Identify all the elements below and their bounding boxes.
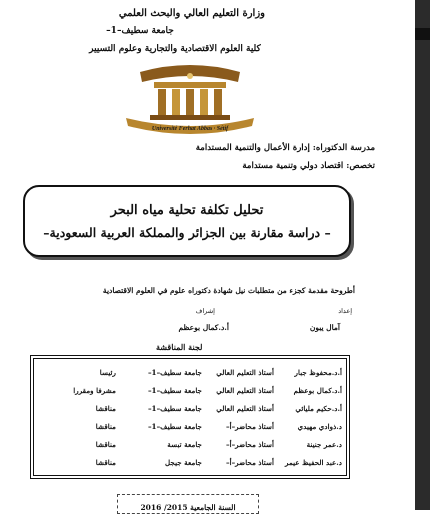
- member-rank: أستاذ التعليم العالي: [216, 368, 274, 377]
- member-name: د.ذوادي مهيدي: [297, 422, 342, 431]
- member-rank: أستاذ محاضر–أ–: [225, 458, 274, 467]
- member-role: رئيسا: [99, 368, 116, 377]
- member-role: مناقشا: [95, 440, 116, 449]
- member-role: مشرفا ومقررا: [73, 386, 116, 395]
- member-institution: جامعة جيجل: [164, 458, 202, 467]
- member-name: أ.د.محفوظ جبار: [294, 368, 342, 377]
- member-role: مناقشا: [95, 458, 116, 467]
- ministry-heading: وزارة التعليم العالي والبحث العلمي: [118, 8, 265, 19]
- table-row: [34, 439, 346, 451]
- table-row: [34, 385, 346, 397]
- academic-year: السنة الجامعية 2015/ 2016: [140, 503, 236, 512]
- member-role: مناقشا: [95, 422, 116, 431]
- member-institution: جامعة سطيف–1–: [147, 368, 202, 377]
- logo-caption: Université Ferhat Abbas · Sétif: [151, 126, 229, 132]
- thesis-title: تحليل تكلفة تحلية مياه البحر: [110, 203, 264, 218]
- table-row: [34, 457, 346, 469]
- member-name: أ.د.حكيم مليائي: [295, 404, 342, 413]
- side-bar-tab[interactable]: [415, 28, 430, 40]
- specialty-line: تخصص: اقتصاد دولي وتنمية مستدامة: [242, 161, 375, 171]
- academic-year-box: [117, 494, 259, 514]
- supervisor-label: إشراف: [195, 307, 215, 315]
- member-institution: جامعة سطيف–1–: [147, 404, 202, 413]
- university-heading: جامعة سطيف–1–: [106, 26, 174, 36]
- thesis-purpose-note: أطروحة مقدمة كجزء من متطلبات نيل شهادة دكتوراه علوم في العلوم الاقتصادية: [102, 286, 355, 295]
- member-institution: جامعة سطيف–1–: [147, 386, 202, 395]
- member-rank: أستاذ محاضر–أ–: [225, 422, 274, 431]
- committee-table: [33, 358, 347, 476]
- thesis-title-box: [23, 185, 351, 257]
- thesis-subtitle: – دراسة مقارنة بين الجزائر والمملكة العربية السعودية–: [43, 225, 331, 240]
- member-role: مناقشا: [95, 404, 116, 413]
- member-rank: أستاذ التعليم العالي: [216, 386, 274, 395]
- viewer-side-bar: [415, 0, 430, 510]
- committee-title: لجنة المناقشة: [156, 342, 203, 352]
- author-name: آمال يبون: [309, 323, 340, 332]
- member-name: د.عبد الحفيظ عيمر: [285, 458, 342, 467]
- member-rank: أستاذ التعليم العالي: [216, 404, 274, 413]
- supervisor-name: أ.د.كمال بوعظم: [178, 323, 229, 332]
- logo-emblem: [126, 65, 254, 134]
- member-name: أ.د.كمال بوعظم: [293, 386, 342, 395]
- member-institution: جامعة تبسة: [167, 440, 202, 449]
- table-row: [34, 421, 346, 433]
- prepared-by-label: إعداد: [338, 307, 352, 315]
- university-logo: [120, 62, 260, 140]
- member-name: د.عمر جنينة: [306, 440, 342, 449]
- member-rank: أستاذ محاضر–أ–: [225, 440, 274, 449]
- member-institution: جامعة سطيف–1–: [147, 422, 202, 431]
- doctoral-school-line: مدرسة الدكتوراه: إدارة الأعمال والتنمية المستدامة: [195, 143, 375, 153]
- faculty-heading: كلية العلوم الاقتصادية والتجارية وعلوم التسيير: [89, 44, 261, 54]
- table-row: [34, 403, 346, 415]
- table-row: [34, 367, 346, 379]
